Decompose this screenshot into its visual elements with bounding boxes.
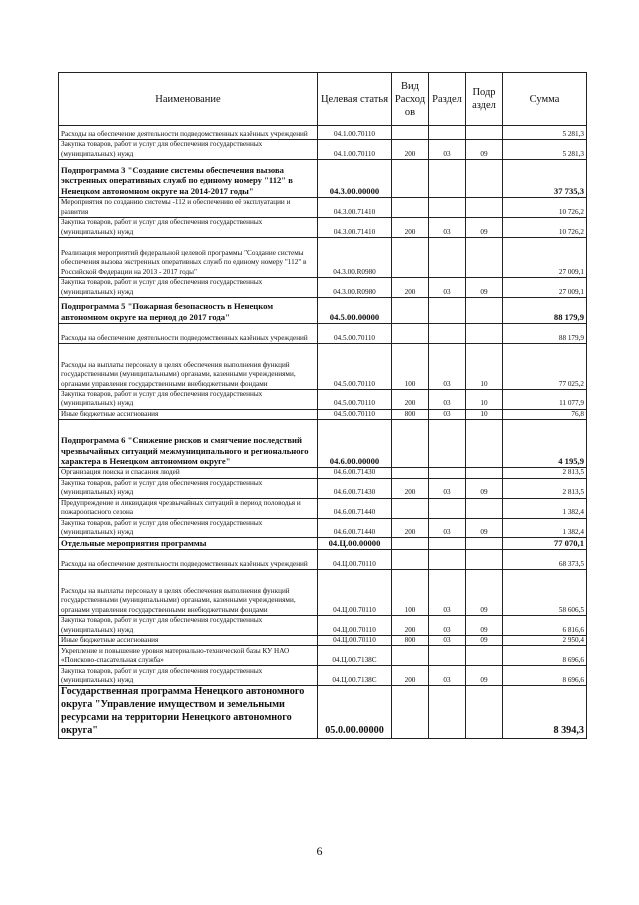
table-row bbox=[59, 126, 587, 140]
row-sum: 4 195,9 bbox=[503, 420, 587, 468]
row-podrazdel: 09 bbox=[466, 140, 503, 160]
row-name: Расходы на обеспечение деятельности подведомственных казённых учреждений bbox=[59, 324, 318, 344]
table-row bbox=[59, 686, 587, 738]
row-name: Закупка товаров, работ и услуг для обеспечения государственных (муниципальных) нужд bbox=[59, 278, 318, 298]
row-code: 04.Ц.00.70110 bbox=[318, 616, 392, 636]
row-podrazdel: 10 bbox=[466, 390, 503, 410]
row-razdel bbox=[429, 498, 466, 518]
row-razdel: 03 bbox=[429, 616, 466, 636]
row-code: 04.5.00.70110 bbox=[318, 390, 392, 410]
row-sum: 5 281,3 bbox=[503, 140, 587, 160]
row-sum: 1 382,4 bbox=[503, 498, 587, 518]
row-sum: 77 070,1 bbox=[503, 538, 587, 550]
row-podrazdel: 09 bbox=[466, 218, 503, 238]
row-podrazdel bbox=[466, 198, 503, 218]
row-code: 04.5.00.70110 bbox=[318, 324, 392, 344]
row-razdel bbox=[429, 420, 466, 468]
row-razdel: 03 bbox=[429, 409, 466, 419]
row-razdel bbox=[429, 468, 466, 478]
row-podrazdel bbox=[466, 298, 503, 324]
row-code: 04.6.00.71430 bbox=[318, 478, 392, 498]
row-name: Предупреждение и ликвидация чрезвычайных ситуаций в период половодья и пожароопасного сезона bbox=[59, 498, 318, 518]
row-code: 04.5.00.70110 bbox=[318, 344, 392, 390]
row-name: Расходы на обеспечение деятельности подведомственных казённых учреждений bbox=[59, 550, 318, 570]
row-name: Отдельные мероприятия программы bbox=[59, 538, 318, 550]
row-name: Закупка товаров, работ и услуг для обеспечения государственных (муниципальных) нужд bbox=[59, 616, 318, 636]
row-sum: 11 077,9 bbox=[503, 390, 587, 410]
row-name: Подпрограмма 6 "Снижение рисков и смягчение последствий чрезвычайных ситуаций межмуниципального и регионального характера в Ненецком автономном округе" bbox=[59, 420, 318, 468]
row-razdel bbox=[429, 238, 466, 278]
row-vid: 200 bbox=[392, 278, 429, 298]
table-row bbox=[59, 409, 587, 419]
table-row bbox=[59, 420, 587, 468]
row-sum: 37 735,3 bbox=[503, 160, 587, 198]
page-number: 6 bbox=[316, 844, 323, 858]
table-row bbox=[59, 390, 587, 410]
row-code: 04.3.00.R0980 bbox=[318, 238, 392, 278]
row-razdel bbox=[429, 686, 466, 738]
table-row bbox=[59, 550, 587, 570]
row-podrazdel bbox=[466, 498, 503, 518]
row-podrazdel bbox=[466, 126, 503, 140]
row-razdel: 03 bbox=[429, 666, 466, 686]
row-sum: 6 816,6 bbox=[503, 616, 587, 636]
row-name: Закупка товаров, работ и услуг для обеспечения государственных (муниципальных) нужд bbox=[59, 140, 318, 160]
row-sum: 5 281,3 bbox=[503, 126, 587, 140]
row-razdel: 03 bbox=[429, 140, 466, 160]
row-sum: 88 179,9 bbox=[503, 324, 587, 344]
row-podrazdel bbox=[466, 538, 503, 550]
table-row bbox=[59, 160, 587, 198]
row-name: Закупка товаров, работ и услуг для обеспечения государственных (муниципальных) нужд bbox=[59, 218, 318, 238]
row-name: Подпрограмма 3 "Создание системы обеспечения вызова экстренных оперативных служб по единому номеру "112" в Ненецком автономном округе на 2014-2017 годы" bbox=[59, 160, 318, 198]
row-name: Организация поиска и спасания людей bbox=[59, 468, 318, 478]
row-name: Иные бюджетные ассигнования bbox=[59, 409, 318, 419]
table-row bbox=[59, 468, 587, 478]
row-vid bbox=[392, 468, 429, 478]
row-name: Закупка товаров, работ и услуг для обеспечения государственных (муниципальных) нужд bbox=[59, 390, 318, 410]
row-vid: 200 bbox=[392, 616, 429, 636]
row-podrazdel bbox=[466, 686, 503, 738]
table-row bbox=[59, 646, 587, 666]
row-vid bbox=[392, 420, 429, 468]
row-vid bbox=[392, 498, 429, 518]
row-sum: 2 950,4 bbox=[503, 636, 587, 646]
row-podrazdel bbox=[466, 646, 503, 666]
row-sum: 88 179,9 bbox=[503, 298, 587, 324]
row-sum: 1 382,4 bbox=[503, 518, 587, 538]
row-vid: 800 bbox=[392, 409, 429, 419]
row-name: Подпрограмма 5 "Пожарная безопасность в Ненецком автономном округе на период до 2017 года" bbox=[59, 298, 318, 324]
row-code: 04.Ц.00.7138С bbox=[318, 646, 392, 666]
table-row bbox=[59, 636, 587, 646]
row-code: 04.Ц.00.70110 bbox=[318, 550, 392, 570]
row-sum: 8 696,6 bbox=[503, 666, 587, 686]
row-razdel bbox=[429, 298, 466, 324]
row-podrazdel: 09 bbox=[466, 616, 503, 636]
row-code: 04.3.00.71410 bbox=[318, 198, 392, 218]
row-podrazdel: 09 bbox=[466, 570, 503, 616]
row-podrazdel bbox=[466, 468, 503, 478]
row-code: 04.Ц.00.70110 bbox=[318, 570, 392, 616]
row-code: 04.6.00.71440 bbox=[318, 498, 392, 518]
row-vid: 200 bbox=[392, 666, 429, 686]
row-podrazdel: 09 bbox=[466, 636, 503, 646]
row-code: 04.6.00.00000 bbox=[318, 420, 392, 468]
row-razdel bbox=[429, 198, 466, 218]
header-name: Наименование bbox=[59, 73, 318, 126]
row-code: 04.Ц.00.00000 bbox=[318, 538, 392, 550]
row-razdel: 03 bbox=[429, 218, 466, 238]
row-sum: 8 696,6 bbox=[503, 646, 587, 666]
table-body bbox=[59, 126, 587, 739]
row-razdel bbox=[429, 160, 466, 198]
row-sum: 8 394,3 bbox=[503, 686, 587, 738]
row-vid: 200 bbox=[392, 478, 429, 498]
header-summa: Сумма bbox=[503, 73, 587, 126]
table-row bbox=[59, 140, 587, 160]
row-name: Расходы на выплаты персоналу в целях обеспечения выполнения функций государственными (муниципальными) органами, казенными учреждениями, органами управления государственными внебюджетными фондами bbox=[59, 344, 318, 390]
row-podrazdel: 09 bbox=[466, 278, 503, 298]
row-code: 04.5.00.00000 bbox=[318, 298, 392, 324]
table-row bbox=[59, 344, 587, 390]
row-code: 04.Ц.00.70110 bbox=[318, 636, 392, 646]
row-sum: 2 813,5 bbox=[503, 478, 587, 498]
row-razdel bbox=[429, 646, 466, 666]
row-vid bbox=[392, 160, 429, 198]
header-podrazdel: Подр аздел bbox=[466, 73, 503, 126]
row-razdel: 03 bbox=[429, 344, 466, 390]
row-name: Расходы на обеспечение деятельности подведомственных казённых учреждений bbox=[59, 126, 318, 140]
row-podrazdel bbox=[466, 420, 503, 468]
row-sum: 27 009,1 bbox=[503, 278, 587, 298]
row-sum: 27 009,1 bbox=[503, 238, 587, 278]
row-name: Расходы на выплаты персоналу в целях обеспечения выполнения функций государственными (муниципальными) органами, казенными учреждениями, органами управления государственными внебюджетными фондами bbox=[59, 570, 318, 616]
table-row bbox=[59, 538, 587, 550]
row-vid bbox=[392, 298, 429, 324]
row-podrazdel bbox=[466, 324, 503, 344]
row-razdel bbox=[429, 324, 466, 344]
table-row bbox=[59, 198, 587, 218]
header-code: Целевая статья bbox=[318, 73, 392, 126]
row-name: Закупка товаров, работ и услуг для обеспечения государственных (муниципальных) нужд bbox=[59, 478, 318, 498]
row-code: 04.6.00.71440 bbox=[318, 518, 392, 538]
row-podrazdel bbox=[466, 160, 503, 198]
row-vid: 100 bbox=[392, 570, 429, 616]
row-name: Реализация мероприятий федеральной целевой программы "Создание системы обеспечения вызова экстренных оперативных служб по единому номеру "112" в Российской Федерации на 2013 - 2017 годы" bbox=[59, 238, 318, 278]
row-sum: 2 813,5 bbox=[503, 468, 587, 478]
row-vid: 800 bbox=[392, 636, 429, 646]
row-podrazdel: 09 bbox=[466, 478, 503, 498]
table-row bbox=[59, 666, 587, 686]
row-code: 04.3.00.00000 bbox=[318, 160, 392, 198]
row-vid bbox=[392, 686, 429, 738]
row-razdel bbox=[429, 550, 466, 570]
row-vid bbox=[392, 198, 429, 218]
row-code: 04.Ц.00.7138С bbox=[318, 666, 392, 686]
row-vid bbox=[392, 646, 429, 666]
table-row bbox=[59, 570, 587, 616]
row-vid bbox=[392, 126, 429, 140]
table-row bbox=[59, 518, 587, 538]
row-razdel bbox=[429, 538, 466, 550]
row-razdel: 03 bbox=[429, 478, 466, 498]
row-sum: 10 726,2 bbox=[503, 218, 587, 238]
row-code: 04.3.00.71410 bbox=[318, 218, 392, 238]
table-header-row bbox=[59, 73, 587, 126]
row-code: 04.1.00.70110 bbox=[318, 140, 392, 160]
row-vid: 200 bbox=[392, 140, 429, 160]
row-code: 05.0.00.00000 bbox=[318, 686, 392, 738]
header-razdel: Раздел bbox=[429, 73, 466, 126]
row-sum: 76,8 bbox=[503, 409, 587, 419]
table-row bbox=[59, 324, 587, 344]
table-row bbox=[59, 616, 587, 636]
row-podrazdel: 10 bbox=[466, 409, 503, 419]
table-row bbox=[59, 218, 587, 238]
table-row bbox=[59, 238, 587, 278]
row-vid: 200 bbox=[392, 390, 429, 410]
table-row bbox=[59, 498, 587, 518]
row-code: 04.5.00.70110 bbox=[318, 409, 392, 419]
budget-table bbox=[58, 72, 587, 739]
row-razdel: 03 bbox=[429, 518, 466, 538]
row-vid bbox=[392, 538, 429, 550]
row-name: Укрепление и повышение уровня материально-технической базы КУ НАО «Поисково-спасательная служба» bbox=[59, 646, 318, 666]
row-sum: 77 025,2 bbox=[503, 344, 587, 390]
row-vid: 100 bbox=[392, 344, 429, 390]
row-razdel: 03 bbox=[429, 570, 466, 616]
table-row bbox=[59, 278, 587, 298]
row-razdel: 03 bbox=[429, 390, 466, 410]
row-code: 04.6.00.71430 bbox=[318, 468, 392, 478]
row-sum: 58 606,5 bbox=[503, 570, 587, 616]
row-name: Закупка товаров, работ и услуг для обеспечения государственных (муниципальных) нужд bbox=[59, 666, 318, 686]
row-sum: 10 726,2 bbox=[503, 198, 587, 218]
row-vid: 200 bbox=[392, 218, 429, 238]
row-vid: 200 bbox=[392, 518, 429, 538]
row-podrazdel bbox=[466, 238, 503, 278]
header-vid: Вид Расход ов bbox=[392, 73, 429, 126]
row-name: Закупка товаров, работ и услуг для обеспечения государственных (муниципальных) нужд bbox=[59, 518, 318, 538]
row-podrazdel: 10 bbox=[466, 344, 503, 390]
row-code: 04.1.00.70110 bbox=[318, 126, 392, 140]
row-name: Мероприятия по созданию системы -112 и обеспечению её эксплуатации и развития bbox=[59, 198, 318, 218]
row-sum: 68 373,5 bbox=[503, 550, 587, 570]
row-code: 04.3.00.R0980 bbox=[318, 278, 392, 298]
table-row bbox=[59, 298, 587, 324]
row-vid bbox=[392, 550, 429, 570]
row-name: Государственная программа Ненецкого автономного округа "Управление имуществом и земельными ресурсами на территории Ненецкого автономного округа" bbox=[59, 686, 318, 738]
row-razdel: 03 bbox=[429, 636, 466, 646]
row-podrazdel: 09 bbox=[466, 518, 503, 538]
row-vid bbox=[392, 238, 429, 278]
row-podrazdel bbox=[466, 550, 503, 570]
row-name: Иные бюджетные ассигнования bbox=[59, 636, 318, 646]
row-podrazdel: 09 bbox=[466, 666, 503, 686]
row-razdel: 03 bbox=[429, 278, 466, 298]
table-row bbox=[59, 478, 587, 498]
row-vid bbox=[392, 324, 429, 344]
row-razdel bbox=[429, 126, 466, 140]
